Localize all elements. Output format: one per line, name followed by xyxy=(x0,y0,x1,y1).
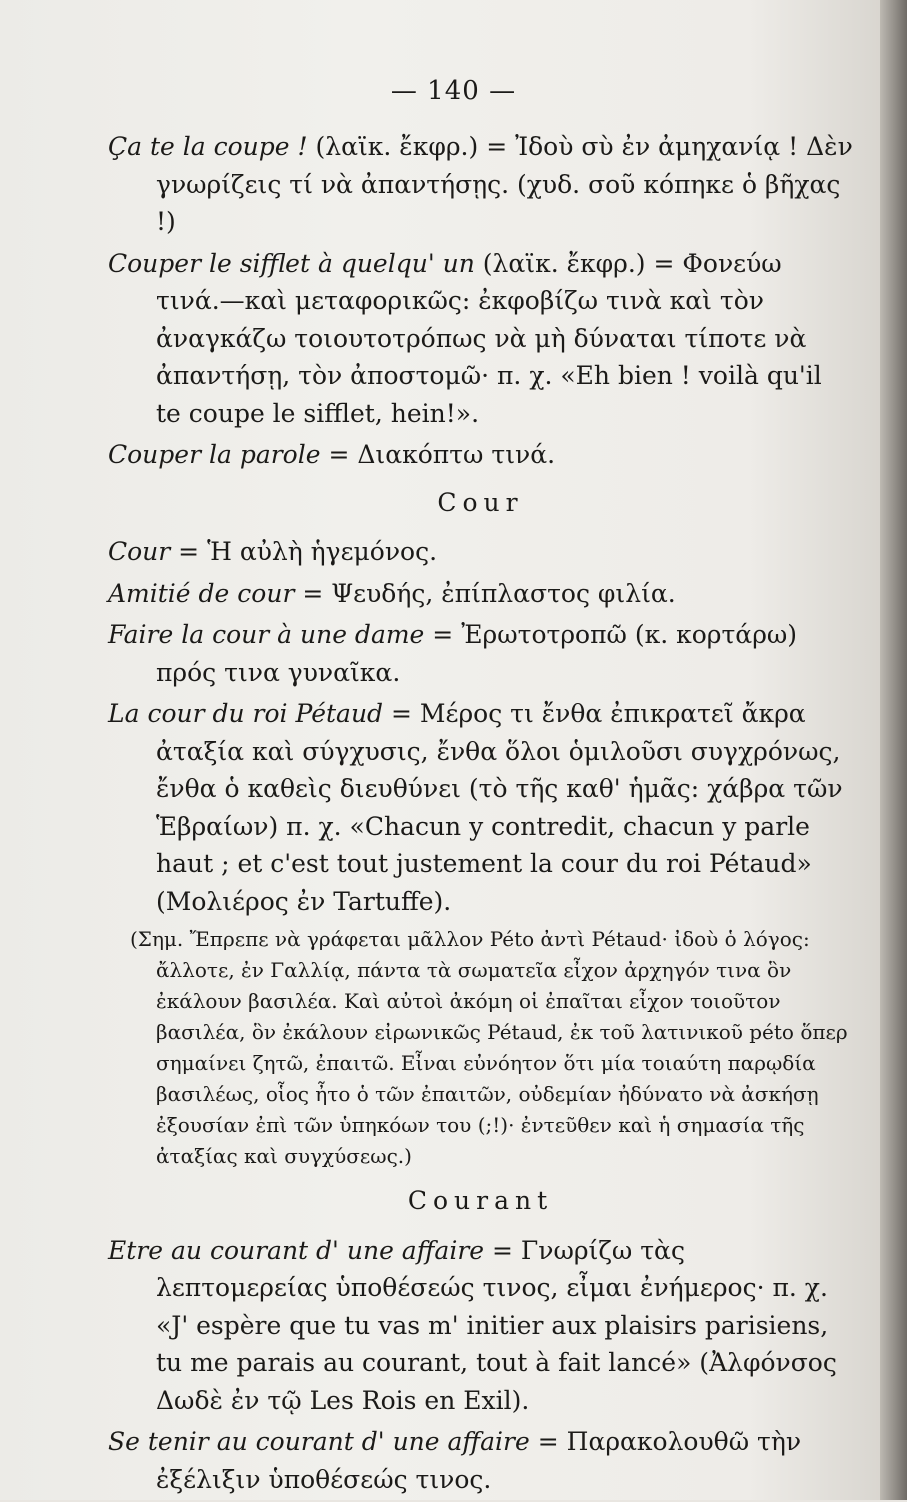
entry xyxy=(108,1423,853,1498)
section-heading-courant: Courant xyxy=(407,1186,554,1215)
entry-term: La cour du roi Pétaud xyxy=(108,699,384,728)
page-content xyxy=(108,128,853,1502)
entry-definition: = Ἐρωτοτροπῶ (κ. κορτάρω) πρός τινα γυναῖκα. xyxy=(156,620,798,687)
entry-term: Amitié de cour xyxy=(108,578,295,608)
entry-definition: = Παρακολουθῶ τὴν ἐξέλιξιν ὑποθέσεώς τινος. xyxy=(156,1427,802,1494)
page-number: — 140 — xyxy=(390,76,517,106)
entry xyxy=(108,128,853,241)
entry-definition: (λαϊκ. ἔκφρ.) = Φονεύω τινά.—καὶ μεταφορικῶς: ἐκφοβίζω τινὰ καὶ τὸν ἀναγκάζω τοιουτοτρόπως νὰ μὴ δύναται τίποτε νὰ ἀπαντήσῃ, τὸν ἀποστομῶ· π. χ. «Eh bien ! voilà qu'il te coupe le sifflet, hein!». xyxy=(156,248,822,428)
entry-term: Couper la parole xyxy=(108,440,321,469)
entry-definition: = Διακόπτω τινά. xyxy=(320,440,556,469)
entry-term: Cour xyxy=(108,537,171,566)
entry xyxy=(108,436,853,474)
entry-term: Faire la cour à une dame xyxy=(108,620,425,649)
entry xyxy=(108,245,853,433)
entry-definition: = Μέρος τι ἔνθα ἐπικρατεῖ ἄκρα ἀταξία καὶ σύγχυσις, ἔνθα ὅλοι ὁμιλοῦσι συγχρόνως, ἔνθα ὁ καθεὶς διευθύνει (τὸ τῆς καθ' ἡμᾶς: χάβρα τῶν Ἑβραίων) π. χ. «Chacun y contredit, chacun y parle haut ; et c'est tout justement la cour du roi Pétaud» (Μολιέρος ἐν Tartuffe). xyxy=(156,699,843,916)
entry-definition: (λαϊκ. ἔκφρ.) = Ἰδοὺ σὺ ἐν ἀμηχανίᾳ ! Δὲν γνωρίζεις τί νὰ ἀπαντήσῃς. (χυδ. σοῦ κόπηκε ὁ βῆχας !) xyxy=(156,132,853,236)
entry xyxy=(108,533,853,571)
entry-definition: = Γνωρίζω τὰς λεπτομερείας ὑποθέσεώς τινος, εἶμαι ἐνήμερος· π. χ. «J' espère que tu vas m' initier aux plaisirs parisiens, tu me parais au courant, tout à fait lancé» (Ἀλφόνσος Δωδὲ ἐν τῷ Les Rois en Exil). xyxy=(156,1235,837,1415)
entry xyxy=(108,575,853,613)
entry-term: Couper le sifflet à quelqu' un xyxy=(108,248,475,278)
footnote: (Σημ. Ἔπρεπε νὰ γράφεται μᾶλλον Péto ἀντὶ Pétaud· ἰδοὺ ὁ λόγος: ἄλλοτε, ἐν Γαλλίᾳ, πάντα τὰ σωματεῖα εἶχον ἀρχηγόν τινα ὃν ἐκάλουν βασιλέα. Καὶ αὐτοὶ ἀκόμη οἱ ἐπαῖται εἶχον τοιοῦτον βασιλέα, ὃν ἐκάλουν εἰρωνικῶς Pétaud, ἐκ τοῦ λατινικοῦ péto ὅπερ σημαίνει ζητῶ, ἐπαιτῶ. Εἶναι εὐνόητον ὅτι μία τοιαύτη παρῳδία βασιλέως, οἷος ἦτο ὁ τῶν ἐπαιτῶν, οὐδεμίαν ἠδύνατο νὰ ἀσκήσῃ ἐξουσίαν ἐπὶ τῶν ὑπηκόων του (;!)· ἐντεῦθεν καὶ ἡ σημασία τῆς ἀταξίας καὶ συγχύσεως.) xyxy=(130,927,848,1168)
entry xyxy=(108,695,853,920)
entry-term: Etre au courant d' une affaire xyxy=(108,1235,485,1265)
entry-definition: = Ἡ αὐλὴ ἡγεμόνος. xyxy=(170,537,438,566)
entry xyxy=(108,616,853,691)
entry xyxy=(108,1232,853,1420)
entry-definition: = Ψευδής, ἐπίπλαστος φιλία. xyxy=(294,578,676,608)
entry-term: Ça te la coupe ! xyxy=(108,132,308,161)
section-heading-cour: Cour xyxy=(437,487,524,517)
page-edge xyxy=(880,0,907,1500)
entry-term: Se tenir au courant d' une affaire xyxy=(108,1427,530,1456)
